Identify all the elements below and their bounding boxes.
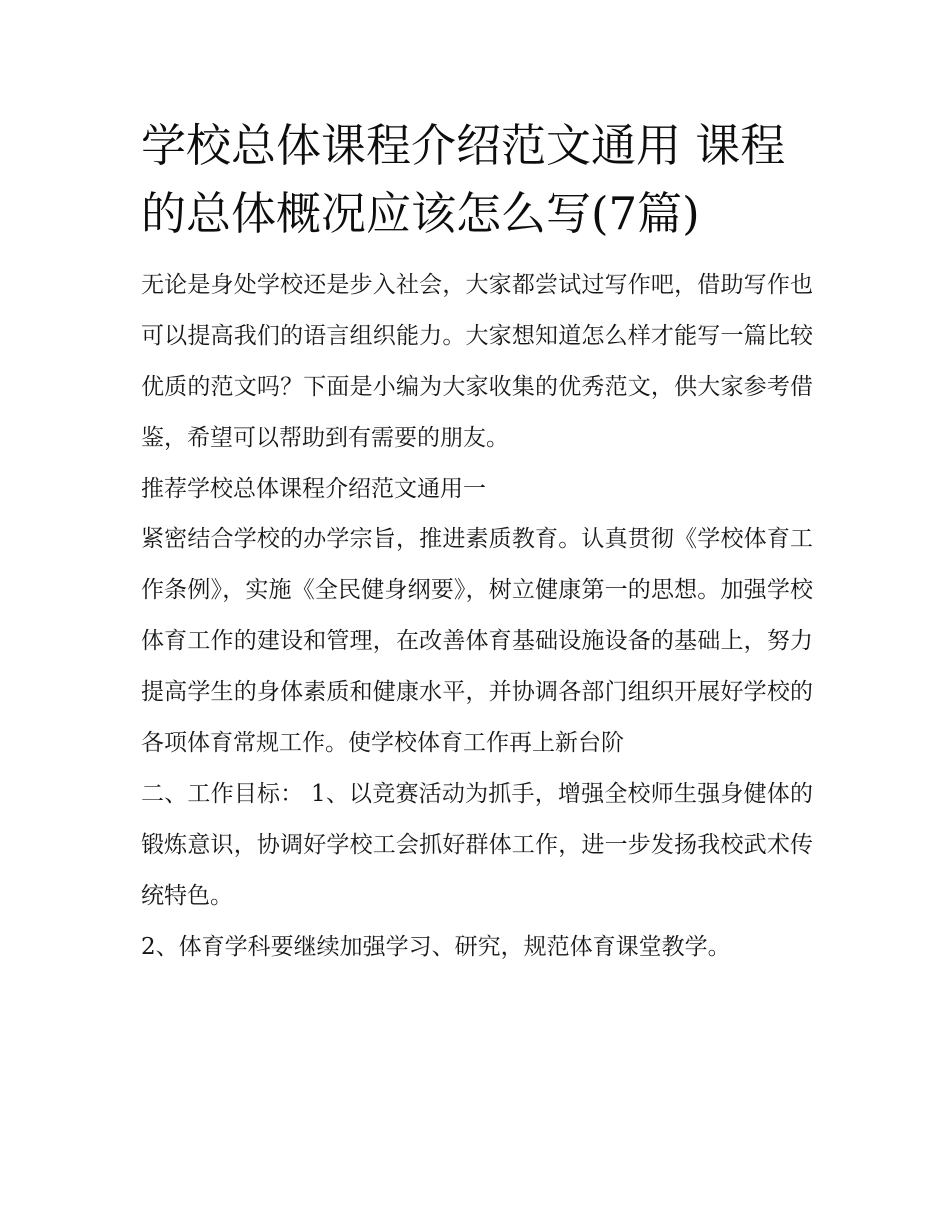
document-body bbox=[141, 260, 813, 973]
document-title: 学校总体课程介绍范文通用 课程的总体概况应该怎么写(7篇) bbox=[141, 119, 786, 240]
intro-paragraph: 无论是身处学校还是步入社会，大家都尝试过写作吧，借助写作也可以提高我们的语言组织能力。大家想知道怎么样才能写一篇比较优质的范文吗？下面是小编为大家收集的优秀范文，供大家参考借鉴，希望可以帮助到有需要的朋友。 bbox=[141, 272, 813, 451]
section-heading: 推荐学校总体课程介绍范文通用一 bbox=[141, 476, 486, 502]
document-content bbox=[141, 112, 813, 973]
goals-paragraph: 二、工作目标： 1、以竞赛活动为抓手，增强全校师生强身健体的锻炼意识，协调好学校工会抓好群体工作，进一步发扬我校武术传统特色。 bbox=[141, 781, 813, 909]
goal-item-2: 2、体育学科要继续加强学习、研究，规范体育课堂教学。 bbox=[141, 934, 731, 960]
body-paragraph: 紧密结合学校的办学宗旨，推进素质教育。认真贯彻《学校体育工作条例》，实施《全民健身纲要》，树立健康第一的思想。加强学校体育工作的建设和管理，在改善体育基础设施设备的基础上，努力提高学生的身体素质和健康水平，并协调各部门组织开展好学校的各项体育常规工作。使学校体育工作再上新台阶 bbox=[141, 526, 813, 756]
